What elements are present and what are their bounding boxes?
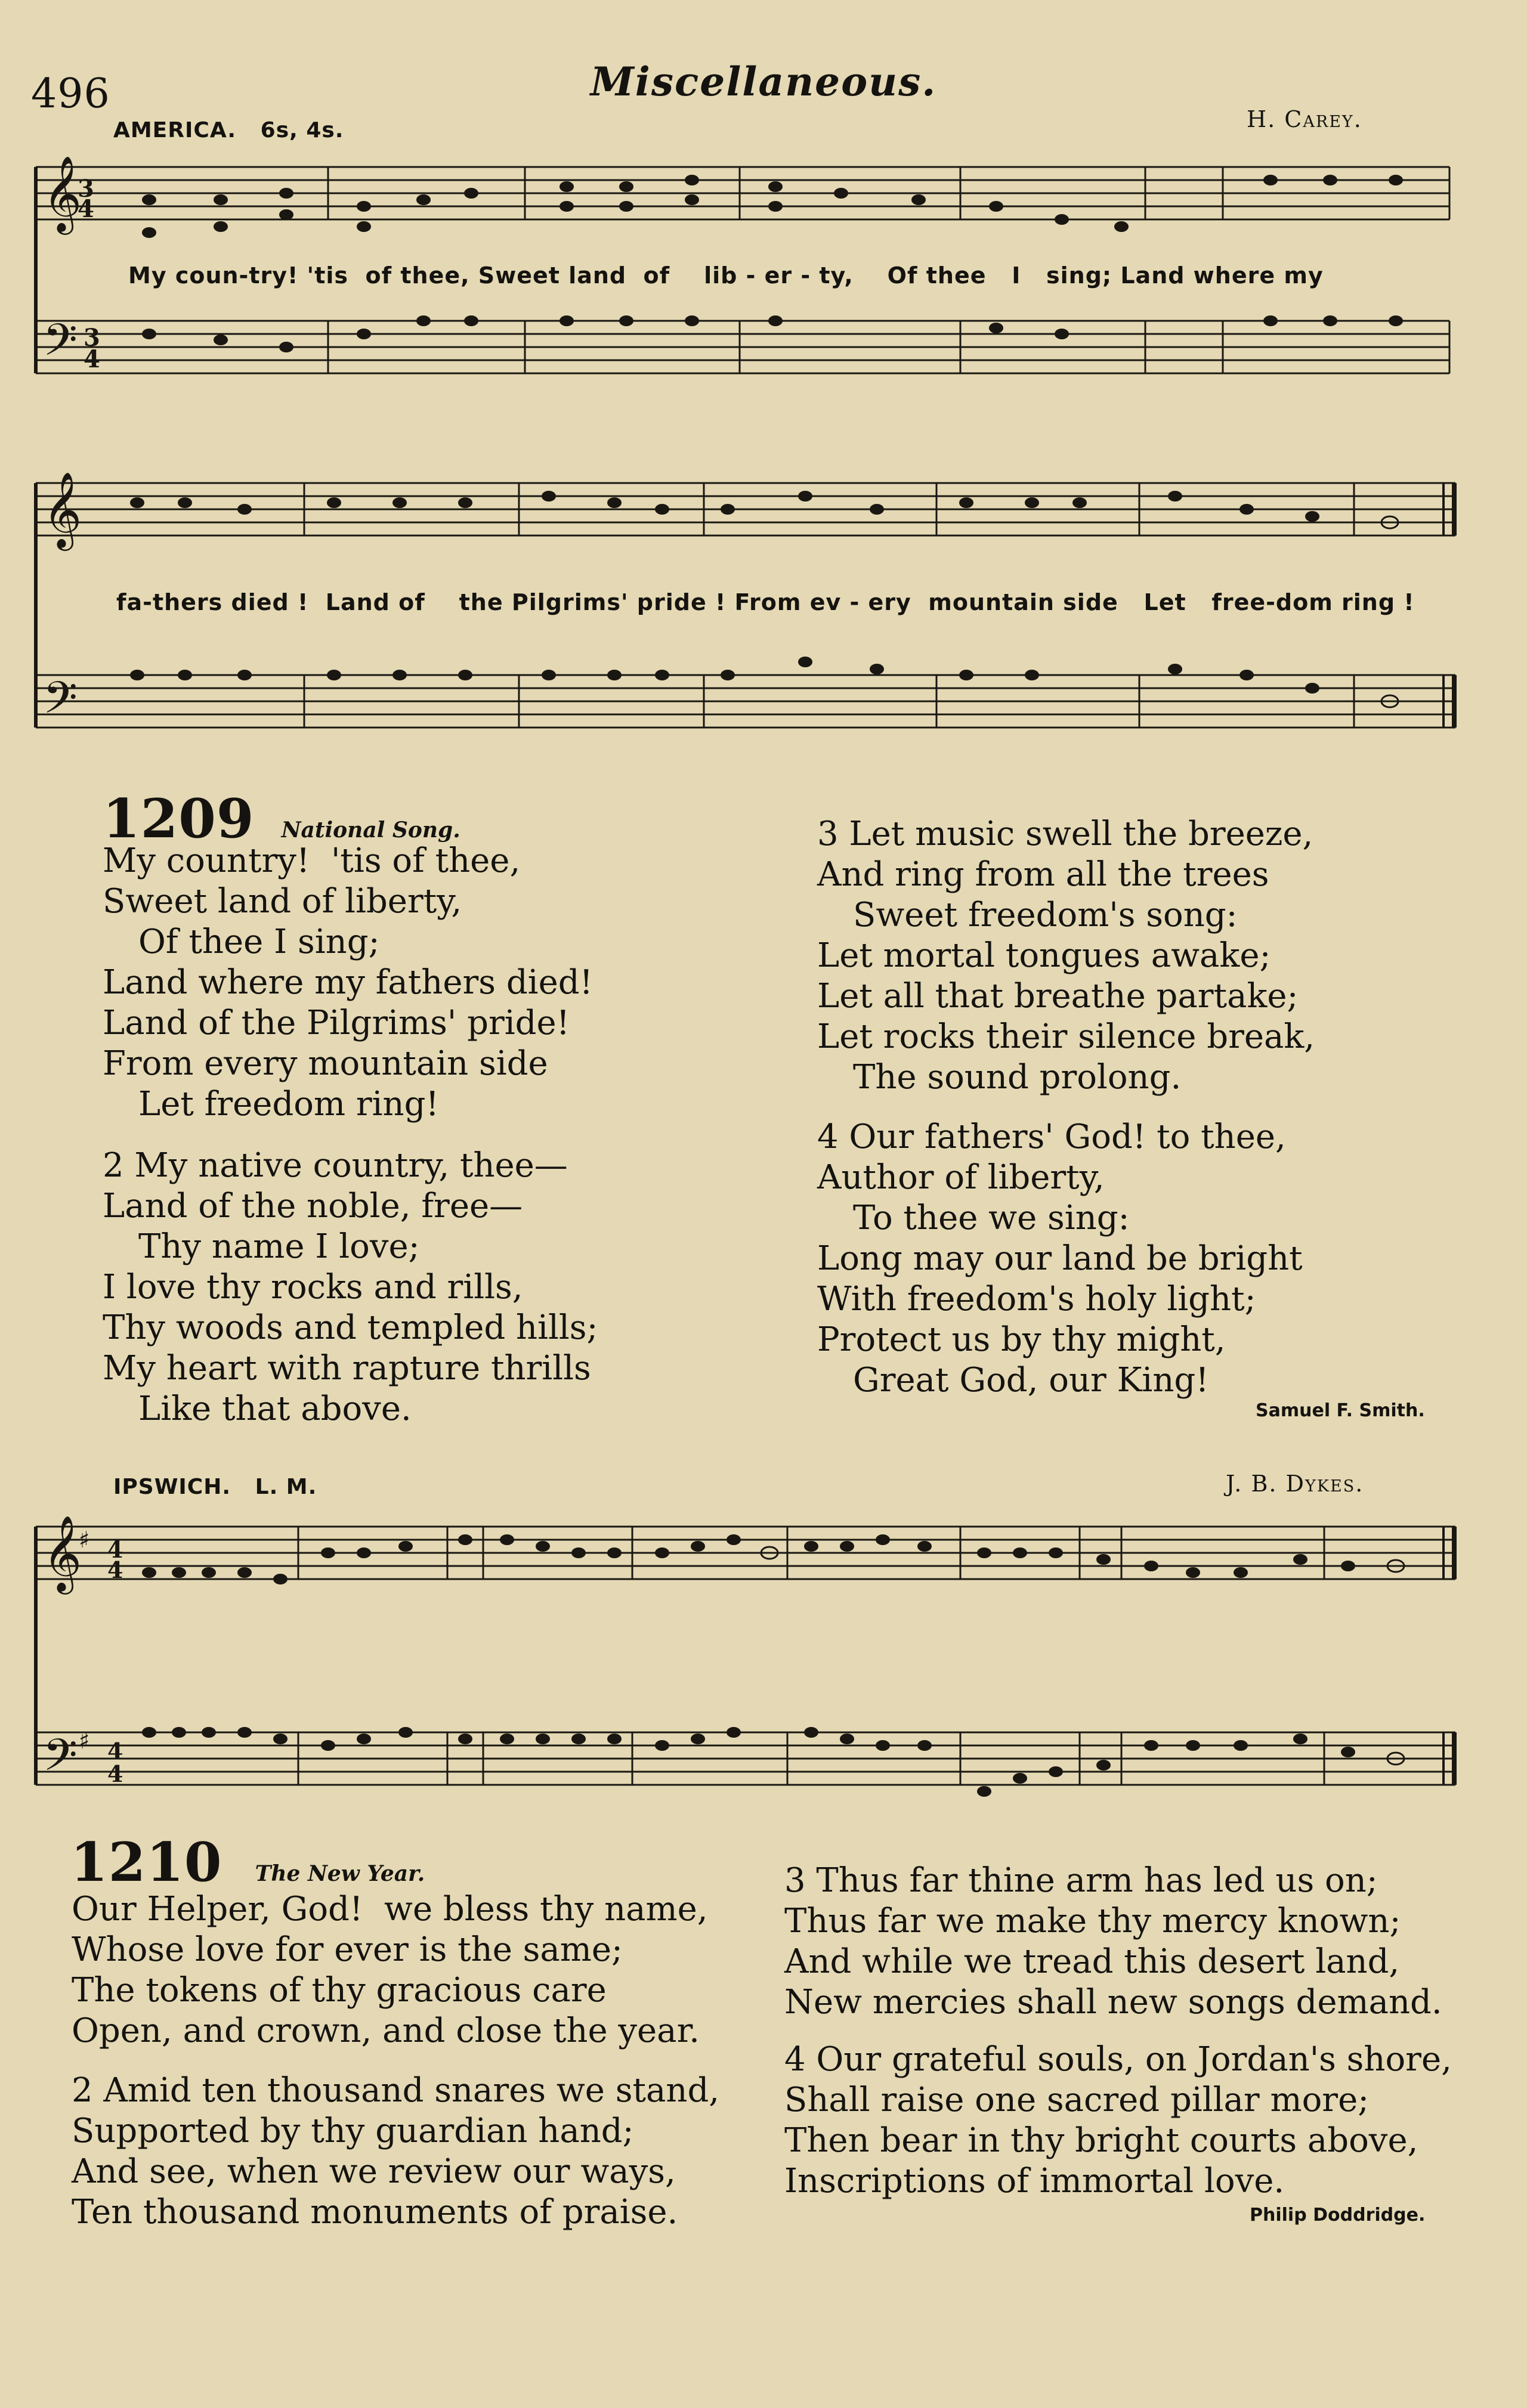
hymn-1209-stanza-2 xyxy=(103,1146,598,1429)
page-number: 496 xyxy=(31,70,110,117)
svg-text:𝄞: 𝄞 xyxy=(43,1515,82,1591)
stanza-line: Thy woods and templed hills; xyxy=(103,1308,598,1347)
hymn-1209-author: Samuel F. Smith. xyxy=(1256,1400,1425,1421)
stanza-line: Land of the noble, free— xyxy=(103,1187,523,1225)
stanza-line: Great God, our King! xyxy=(853,1361,1209,1400)
hymn-1210-stanza-2 xyxy=(72,2070,719,2233)
stanza-line: Sweet freedom's song: xyxy=(853,896,1238,934)
america-lyrics-row-1: My coun-try! 'tis of thee, Sweet land of lib - er - ty, Of thee I sing; Land where my xyxy=(128,262,1324,289)
hymn-title: The New Year. xyxy=(255,1861,425,1886)
stanza-line: Let freedom ring! xyxy=(138,1085,439,1123)
tune-name-text: IPSWICH. xyxy=(113,1475,231,1499)
hymn-1209-stanza-4 xyxy=(817,1117,1303,1401)
stanza-line: With freedom's holy light; xyxy=(817,1280,1256,1318)
hymn-1210-stanza-4 xyxy=(784,2039,1452,2202)
stanza-line: Sweet land of liberty, xyxy=(103,882,462,921)
tune-ipswich-name xyxy=(113,1475,317,1499)
score-ipswich xyxy=(30,1503,1461,1837)
tune-name-text: AMERICA. xyxy=(113,118,237,143)
svg-text:4: 4 xyxy=(107,1760,123,1787)
svg-text:𝄢: 𝄢 xyxy=(43,1729,78,1792)
stanza-line: Open, and crown, and close the year. xyxy=(72,2011,700,2050)
stanza-line: Land where my fathers died! xyxy=(103,963,594,1002)
america-lyrics-row-2: fa-thers died ! Land of the Pilgrims' pride ! From ev - ery mountain side Let free-dom ring ! xyxy=(116,589,1415,615)
hymn-number: 1210 xyxy=(70,1831,222,1894)
stanza-line: Let mortal tongues awake; xyxy=(817,936,1271,975)
stanza-line: And while we tread this desert land, xyxy=(784,1942,1400,1981)
stanza-line: Shall raise one sacred pillar more; xyxy=(784,2081,1370,2119)
stanza-line: Long may our land be bright xyxy=(817,1239,1303,1278)
stanza-line: 2 Amid ten thousand snares we stand, xyxy=(72,2071,720,2110)
stanza-line: Our Helper, God! we bless thy name, xyxy=(72,1890,708,1929)
hymn-1209-stanza-3 xyxy=(817,814,1315,1098)
svg-text:3: 3 xyxy=(78,175,94,203)
svg-text:4: 4 xyxy=(107,1536,123,1563)
stanza-line: Let rocks their silence break, xyxy=(817,1017,1315,1056)
hymn-1210-heading xyxy=(70,1831,425,1894)
stanza-line: My heart with rapture thrills xyxy=(103,1349,591,1388)
stanza-line: 2 My native country, thee— xyxy=(103,1146,568,1185)
tune-america-name xyxy=(113,118,344,143)
stanza-line: Ten thousand monuments of praise. xyxy=(72,2193,678,2231)
stanza-line: 3 Thus far thine arm has led us on; xyxy=(784,1861,1378,1900)
stanza-line: The tokens of thy gracious care xyxy=(72,1971,607,2010)
stanza-line: The sound prolong. xyxy=(853,1058,1182,1097)
svg-text:𝄞: 𝄞 xyxy=(43,155,82,231)
stanza-line: Supported by thy guardian hand; xyxy=(72,2112,634,2150)
stanza-line: To thee we sing: xyxy=(853,1199,1130,1237)
stanza-line: And ring from all the trees xyxy=(817,855,1269,894)
svg-text:♯: ♯ xyxy=(79,1727,90,1754)
stanza-line: 4 Our grateful souls, on Jordan's shore, xyxy=(784,2040,1452,2079)
hymn-number: 1209 xyxy=(103,787,255,850)
svg-text:4: 4 xyxy=(107,1738,123,1765)
svg-text:𝄞: 𝄞 xyxy=(43,471,82,547)
stanza-line: Author of liberty, xyxy=(817,1158,1105,1197)
stanza-line: Inscriptions of immortal love. xyxy=(784,2162,1285,2200)
running-head: Miscellaneous. xyxy=(590,58,937,105)
stanza-line: Land of the Pilgrims' pride! xyxy=(103,1004,570,1042)
tune-meter: L. M. xyxy=(255,1475,317,1499)
stanza-line: Of thee I sing; xyxy=(138,923,380,961)
stanza-line: New mercies shall new songs demand. xyxy=(784,1983,1442,2022)
stanza-line: From every mountain side xyxy=(103,1044,548,1083)
tune-meter: 6s, 4s. xyxy=(260,118,344,143)
svg-text:4: 4 xyxy=(84,345,100,373)
hymn-1210-author: Philip Doddridge. xyxy=(1250,2205,1426,2226)
stanza-line: Thus far we make thy mercy known; xyxy=(784,1902,1401,1940)
stanza-line: And see, when we review our ways, xyxy=(72,2152,676,2191)
stanza-line: Then bear in thy bright courts above, xyxy=(784,2121,1418,2160)
stanza-line: Thy name I love; xyxy=(138,1227,420,1266)
svg-text:𝄢: 𝄢 xyxy=(43,314,78,377)
hymn-1209-stanza-1 xyxy=(103,841,593,1125)
stanza-line: Whose love for ever is the same; xyxy=(72,1930,623,1969)
tune-ipswich-composer: J. B. Dykes. xyxy=(1226,1471,1364,1497)
hymn-title: National Song. xyxy=(281,818,460,843)
svg-text:3: 3 xyxy=(84,324,100,352)
stanza-line: I love thy rocks and rills, xyxy=(103,1268,523,1307)
hymn-1210-stanza-1 xyxy=(72,1889,708,2051)
stanza-line: Like that above. xyxy=(138,1389,412,1428)
stanza-line: 3 Let music swell the breeze, xyxy=(817,815,1313,853)
svg-text:♯: ♯ xyxy=(79,1526,90,1553)
stanza-line: Let all that breathe partake; xyxy=(817,977,1299,1016)
svg-text:4: 4 xyxy=(78,195,94,223)
stanza-line: Protect us by thy might, xyxy=(817,1320,1226,1359)
stanza-line: 4 Our fathers' God! to thee, xyxy=(817,1118,1286,1156)
stanza-line: My country! 'tis of thee, xyxy=(103,841,521,880)
hymn-1210-stanza-3 xyxy=(784,1861,1442,2023)
svg-text:4: 4 xyxy=(107,1556,123,1583)
svg-text:𝄢: 𝄢 xyxy=(43,672,78,735)
tune-america-composer: H. Carey. xyxy=(1247,106,1362,132)
